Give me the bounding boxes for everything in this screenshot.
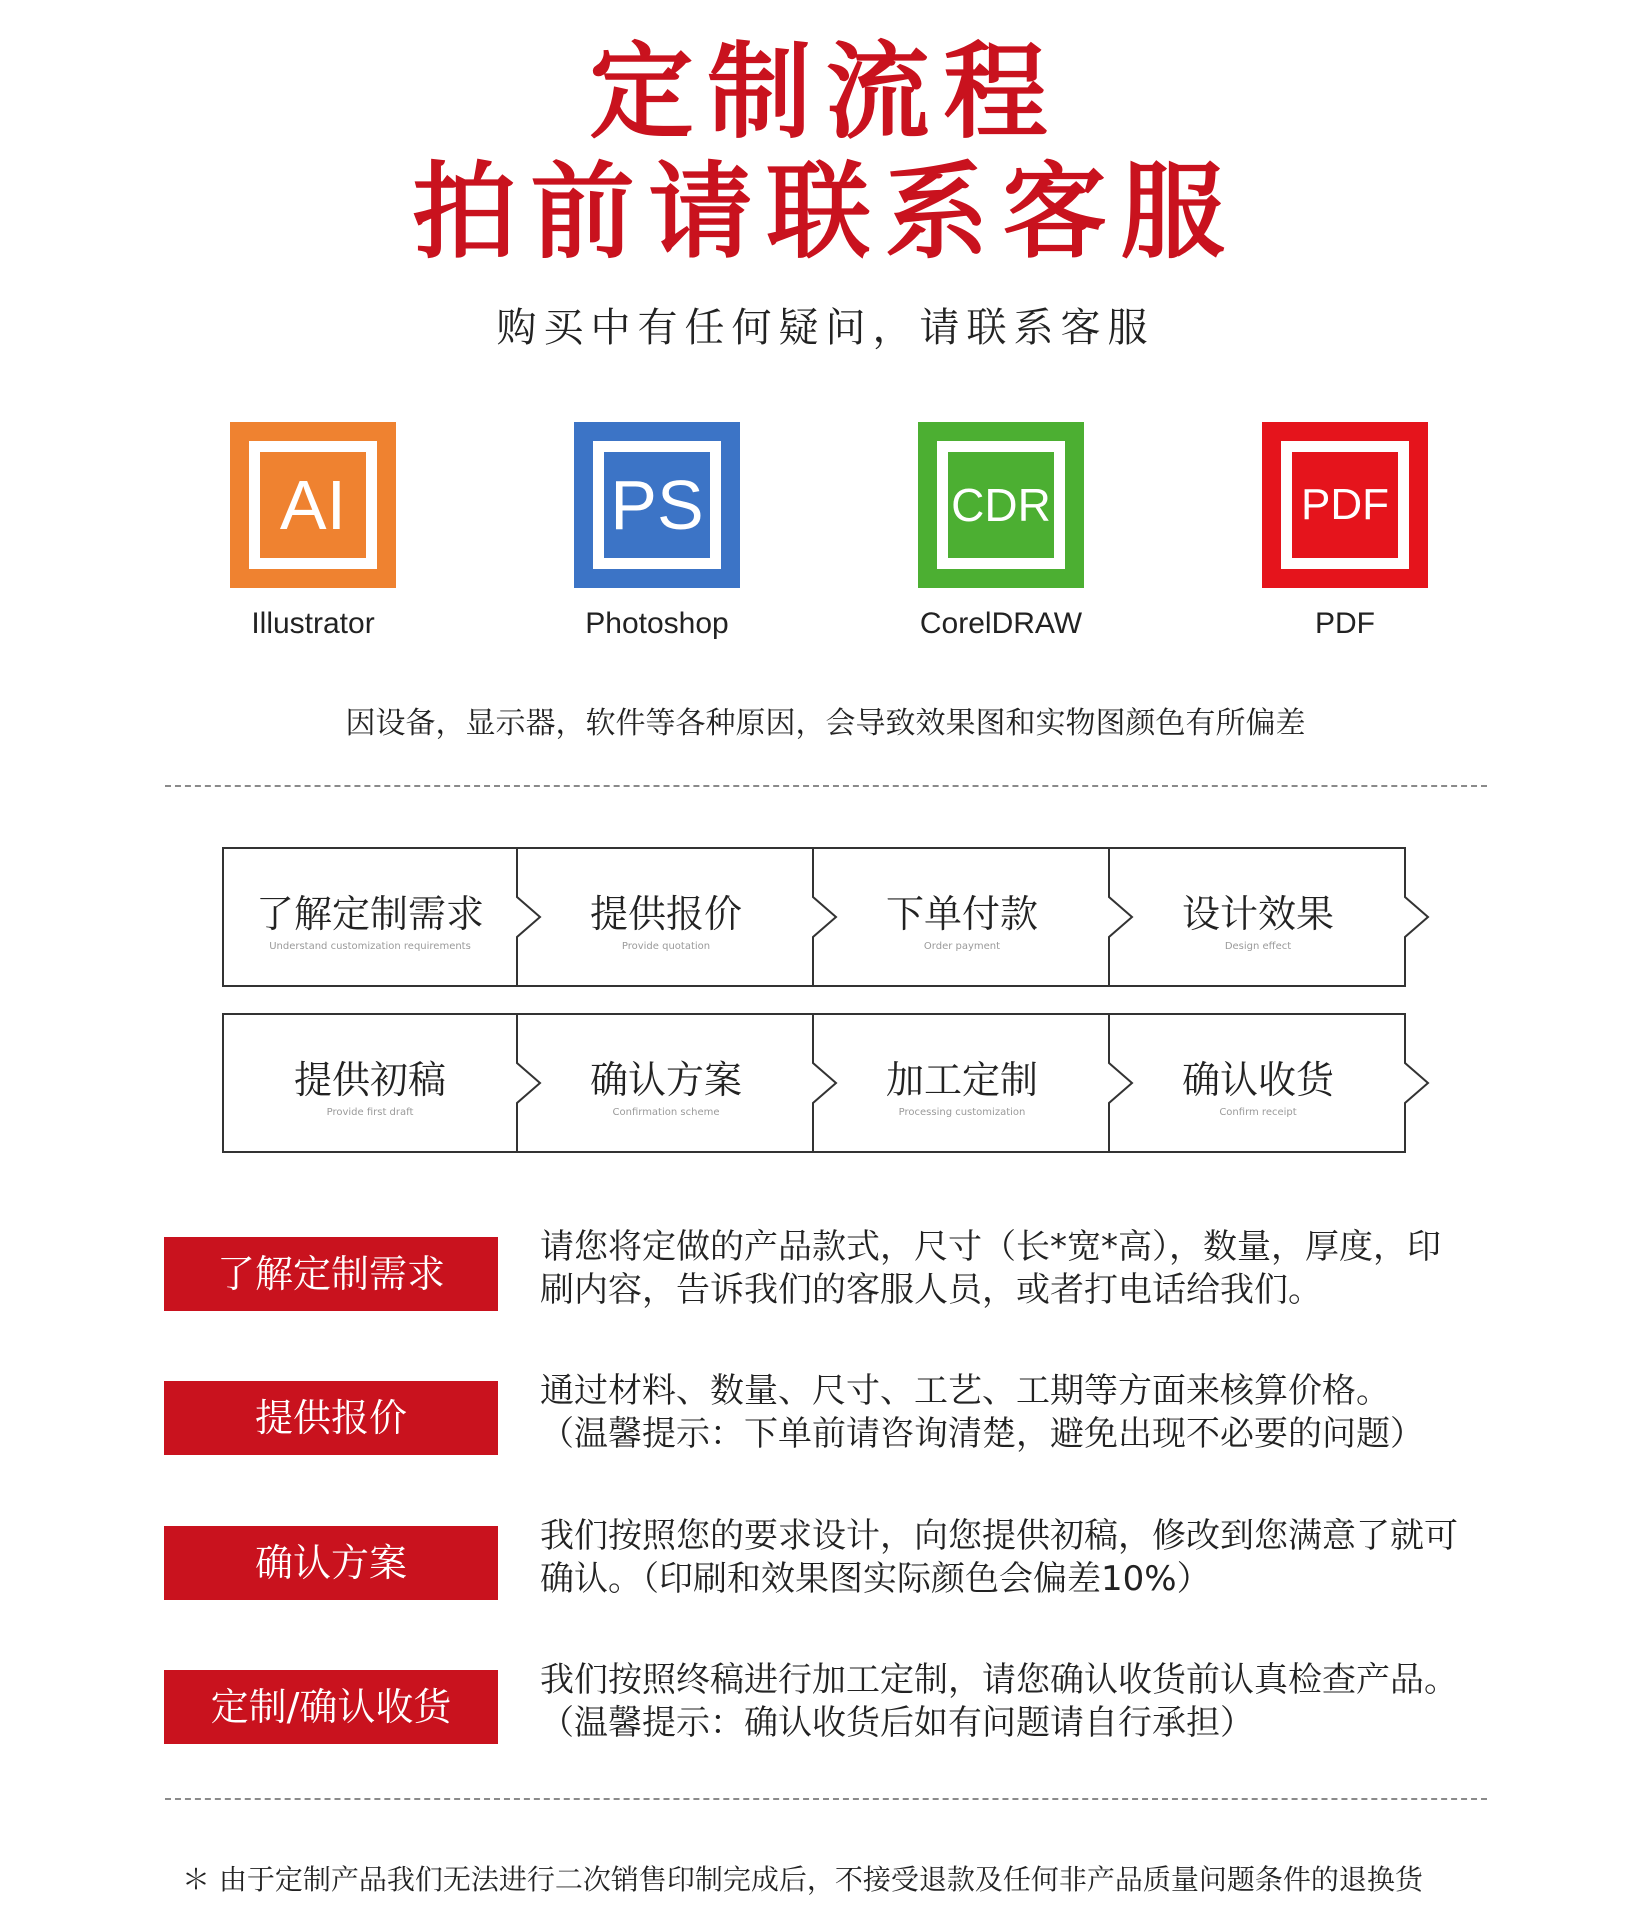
page-title: 定制流程 xyxy=(589,31,1062,153)
process-step-sublabel: Order payment xyxy=(923,941,1001,952)
ai-icon-text: AI xyxy=(279,466,347,544)
detail-text-scheme xyxy=(540,1515,1490,1601)
detail-line: （温馨提示：确认收货后如有问题请自行承担） xyxy=(540,1703,1254,1743)
process-step-2 xyxy=(518,847,814,987)
process-step-4 xyxy=(1110,847,1406,987)
detail-text-receipt xyxy=(540,1659,1490,1745)
detail-line: 确认。（印刷和效果图实际颜色会偏差10%） xyxy=(540,1559,1211,1599)
process-step-5 xyxy=(222,1013,518,1153)
software-label-coreldraw: CorelDRAW xyxy=(919,607,1083,640)
process-step-label: 确认方案 xyxy=(589,1058,742,1102)
page-subtitle: 购买中有任何疑问，请联系客服 xyxy=(496,305,1155,351)
process-step-label: 提供初稿 xyxy=(293,1058,446,1102)
detail-line: 我们按照您的要求设计，向您提供初稿，修改到您满意了就可 xyxy=(540,1516,1458,1556)
process-step-label: 提供报价 xyxy=(589,892,742,936)
process-step-6 xyxy=(518,1013,814,1153)
detail-badge-requirements: 了解定制需求 xyxy=(164,1237,498,1311)
process-step-label: 确认收货 xyxy=(1181,1058,1334,1102)
ps-icon-text: PS xyxy=(610,466,704,544)
detail-line: 我们按照终稿进行加工定制，请您确认收货前认真检查产品。 xyxy=(540,1660,1458,1700)
process-step-label: 设计效果 xyxy=(1181,892,1334,936)
pdf-icon xyxy=(1262,422,1428,588)
detail-line: 刷内容，告诉我们的客服人员，或者打电话给我们。 xyxy=(540,1270,1322,1310)
pdf-icon-text: PDF xyxy=(1301,480,1389,529)
process-step-sublabel: Confirm receipt xyxy=(1219,1107,1297,1118)
detail-line: 通过材料、数量、尺寸、工艺、工期等方面来核算价格。 xyxy=(540,1371,1390,1411)
detail-text-requirements xyxy=(540,1226,1490,1312)
refund-policy-note: ＊ 由于定制产品我们无法进行二次销售印制完成后，不接受退款及任何非产品质量问题条件的退换货 xyxy=(182,1863,1423,1896)
color-deviation-notice: 因设备，显示器，软件等各种原因，会导致效果图和实物图颜色有所偏差 xyxy=(345,706,1306,741)
process-step-sublabel: Provide quotation xyxy=(621,941,711,952)
process-step-1 xyxy=(222,847,518,987)
ps-icon xyxy=(574,422,740,588)
process-row-2 xyxy=(222,1013,1406,1153)
process-step-sublabel: Confirmation scheme xyxy=(612,1107,720,1118)
cdr-icon xyxy=(918,422,1084,588)
detail-line: （温馨提示：下单前请咨询清楚，避免出现不必要的问题） xyxy=(540,1414,1424,1454)
process-step-label: 加工定制 xyxy=(885,1058,1038,1102)
page-title-line2: 拍前请联系客服 xyxy=(412,151,1239,273)
ai-icon xyxy=(230,422,396,588)
detail-text-quotation xyxy=(540,1370,1490,1456)
detail-badge-receipt: 定制/确认收货 xyxy=(164,1670,498,1744)
process-step-sublabel: Understand customization requirements xyxy=(269,941,471,952)
divider-bottom xyxy=(165,1798,1487,1800)
process-step-sublabel: Processing customization xyxy=(898,1107,1026,1118)
process-step-label: 了解定制需求 xyxy=(255,892,484,936)
software-label-photoshop: Photoshop xyxy=(585,607,729,640)
process-step-7 xyxy=(814,1013,1110,1153)
process-step-label: 下单付款 xyxy=(885,892,1038,936)
cdr-icon-text: CDR xyxy=(951,479,1051,531)
process-step-3 xyxy=(814,847,1110,987)
process-step-sublabel: Design effect xyxy=(1224,941,1292,952)
software-label-illustrator: Illustrator xyxy=(251,607,375,640)
detail-line: 请您将定做的产品款式，尺寸（长*宽*高），数量，厚度，印 xyxy=(540,1227,1441,1267)
process-step-8 xyxy=(1110,1013,1406,1153)
detail-badge-scheme: 确认方案 xyxy=(164,1526,498,1600)
process-step-sublabel: Provide first draft xyxy=(326,1107,414,1118)
divider xyxy=(165,785,1487,787)
detail-badge-quotation: 提供报价 xyxy=(164,1381,498,1455)
software-label-pdf: PDF xyxy=(1315,607,1375,640)
process-row-1 xyxy=(222,847,1406,987)
